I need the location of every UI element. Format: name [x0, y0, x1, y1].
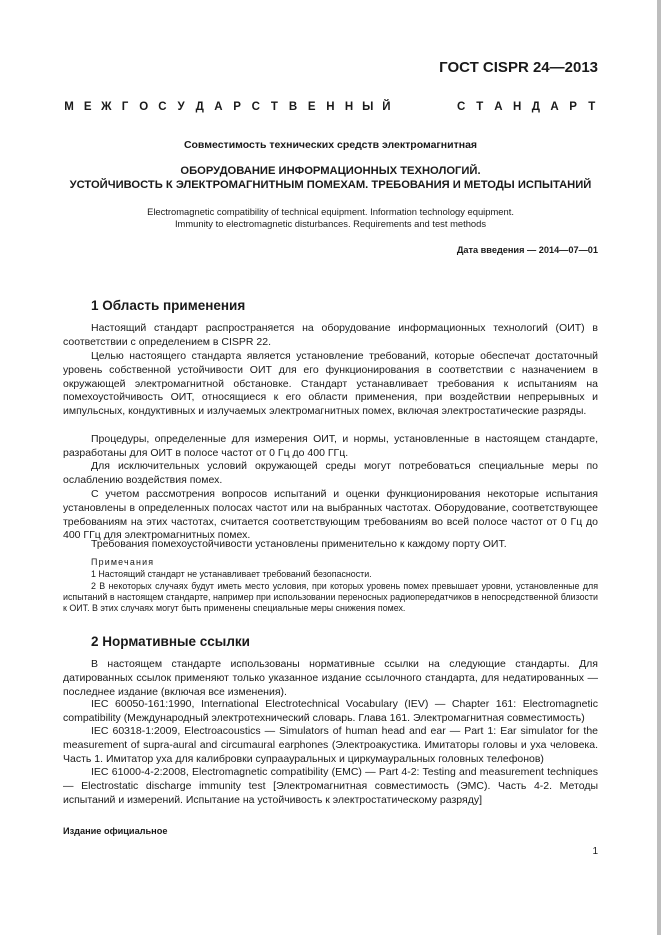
standard-type-letter: Т [476, 101, 484, 113]
title-english-line-2: Immunity to electromagnetic disturbances. Requirements and test methods [174, 218, 487, 229]
standard-type-letter: М [64, 101, 74, 113]
title-subtitle: Совместимость технических средств электромагнитная [183, 139, 478, 151]
section-1-paragraph-6: Требования помехоустойчивости установлены применительно к каждому порту ОИТ. [91, 538, 507, 550]
note-2: 2 В некоторых случаях будут иметь место условия, при которых уровень помех превышает уровни, установленные для испытаний в настоящем стандарте, например при использовании переносных радиопередатчиков в непосредственной близости к ОИТ. В этих случаях могут быть применены специальные меры снижения помех. [63, 581, 598, 614]
document-code: ГОСТ CISPR 24—2013 [439, 59, 598, 76]
standard-type-letter: Т [270, 101, 278, 113]
standard-type-letter: Н [344, 101, 354, 113]
official-edition-label: Издание официальное [63, 826, 168, 836]
standard-type-letter: С [456, 101, 466, 113]
standard-type-letter [399, 101, 411, 115]
standard-type-letter: Д [195, 101, 204, 113]
standard-type-letter: У [177, 101, 185, 113]
standard-type-letter: С [251, 101, 260, 113]
reference-iec-61000-4-2: IEC 61000-4-2:2008, Electromagnetic compatibility (EMC) — Part 4-2: Testing and measurement techniques — Electrostatic discharge immunity test [Электромагнитная совместимость (ЭМС). Часть 4-2. Методы испытаний и измерений. Испытание на устойчивость к электростатическому разряду] [63, 766, 598, 806]
standard-type-letter [418, 101, 430, 115]
section-1-paragraph-2: Целью настоящего стандарта является установление требований, которые обеспечат достаточный уровень собственной устойчивости ОИТ для его функционирования в соответствии с назначением в окружающей электромагнитной обстановке. Стандарт устанавливает требования к испытаниям на помехоустойчивость ОИТ, относящиеся к его области применения, при воздействии непрерывных и импульсных, кондуктивных и излучаемых электромагнитных помех, включая электростатические разряды. [63, 350, 598, 418]
reference-iec-60318-1: IEC 60318-1:2009, Electroacoustics — Simulators of human head and ear — Part 1: Ear simulator for the measurement of supra-aural and circumaural earphones (Электроакустика. Имитаторы головы и уха человека. Часть 1. Имитатор уха для калибровки супраауральных и циркумауральных головных телефонов) [63, 725, 598, 765]
section-2-heading: 2 Нормативные ссылки [91, 634, 250, 649]
standard-type-letter: Н [326, 101, 335, 113]
standard-type-letter: А [550, 101, 559, 113]
standard-type-letter: А [214, 101, 223, 113]
standard-type-letter: Р [233, 101, 241, 113]
standard-type-letter: В [288, 101, 298, 113]
notes-heading [63, 557, 598, 568]
standard-type-letter: Ж [101, 101, 112, 113]
standard-type-letter: Н [512, 101, 522, 113]
standard-type-letter: А [494, 101, 503, 113]
section-1-paragraph-1: Настоящий стандарт распространяется на оборудование информационных технологий (ОИТ) в соответствии с определением в CISPR 22. [63, 322, 598, 348]
standard-type-letter: Д [531, 101, 540, 113]
note-1: 1 Настоящий стандарт не устанавливает требований безопасности. [91, 569, 372, 579]
standard-type-letter: С [158, 101, 167, 113]
page-number: 1 [592, 846, 598, 857]
standard-type-letter [436, 101, 448, 115]
standard-type-letter: Й [382, 101, 391, 113]
standard-type-letter: Е [83, 101, 92, 113]
standard-type-label [63, 101, 598, 115]
reference-iec-60050-161: IEC 60050-161:1990, International Electrotechnical Vocabulary (IEV) — Chapter 161: Electromagnetic compatibility (Международный электротехнический словарь. Глава 161. Электромагнитная совместимость) [63, 698, 598, 724]
title-english-line-1: Electromagnetic compatibility of technical equipment. Information technology equipment. [147, 206, 514, 217]
title-line-1: ОБОРУДОВАНИЕ ИНФОРМАЦИОННЫХ ТЕХНОЛОГИЙ. [180, 165, 481, 177]
standard-type-letter: Г [121, 101, 129, 113]
section-1-heading: 1 Область применения [91, 298, 246, 313]
section-2-paragraph-1: В настоящем стандарте использованы нормативные ссылки на следующие стандарты. Для датированных ссылок применяют только указанное издание ссылочного стандарта, для недатированных — последнее издание (включая все изменения). [63, 658, 598, 698]
page-edge-shadow [657, 0, 661, 935]
standard-type-letter: О [139, 101, 149, 113]
standard-type-letter: Ы [362, 101, 374, 113]
notes-heading-text: Примечания [91, 557, 155, 567]
standard-type-letter: Р [569, 101, 577, 113]
section-1-paragraph-4: Для исключительных условий окружающей среды могут потребоваться специальные меры по ослаблению воздействия помех. [63, 460, 598, 486]
introduction-date: Дата введения — 2014—07—01 [456, 245, 598, 255]
title-line-2: УСТОЙЧИВОСТЬ К ЭЛЕКТРОМАГНИТНЫМ ПОМЕХАМ. ТРЕБОВАНИЯ И МЕТОДЫ ИСПЫТАНИЙ [69, 179, 592, 191]
section-1-paragraph-3: Процедуры, определенные для измерения ОИТ, и нормы, установленные в настоящем стандарте, разработаны для ОИТ в полосе частот от 0 Гц до 400 ГГц. [63, 433, 598, 459]
standard-type-letter: Т [588, 101, 596, 113]
section-1-paragraph-5: С учетом рассмотрения вопросов испытаний и оценки функционирования некоторые испытания установлены в определенных полосах частот или на выбранных частотах. Оборудование, соответствующее требованиям на этих частотах, считается соответствующим требованиям во всей полосе частот от 0 Гц до 400 ГГц для электромагнитных помех. [63, 488, 598, 542]
standard-type-letter: Е [307, 101, 316, 113]
